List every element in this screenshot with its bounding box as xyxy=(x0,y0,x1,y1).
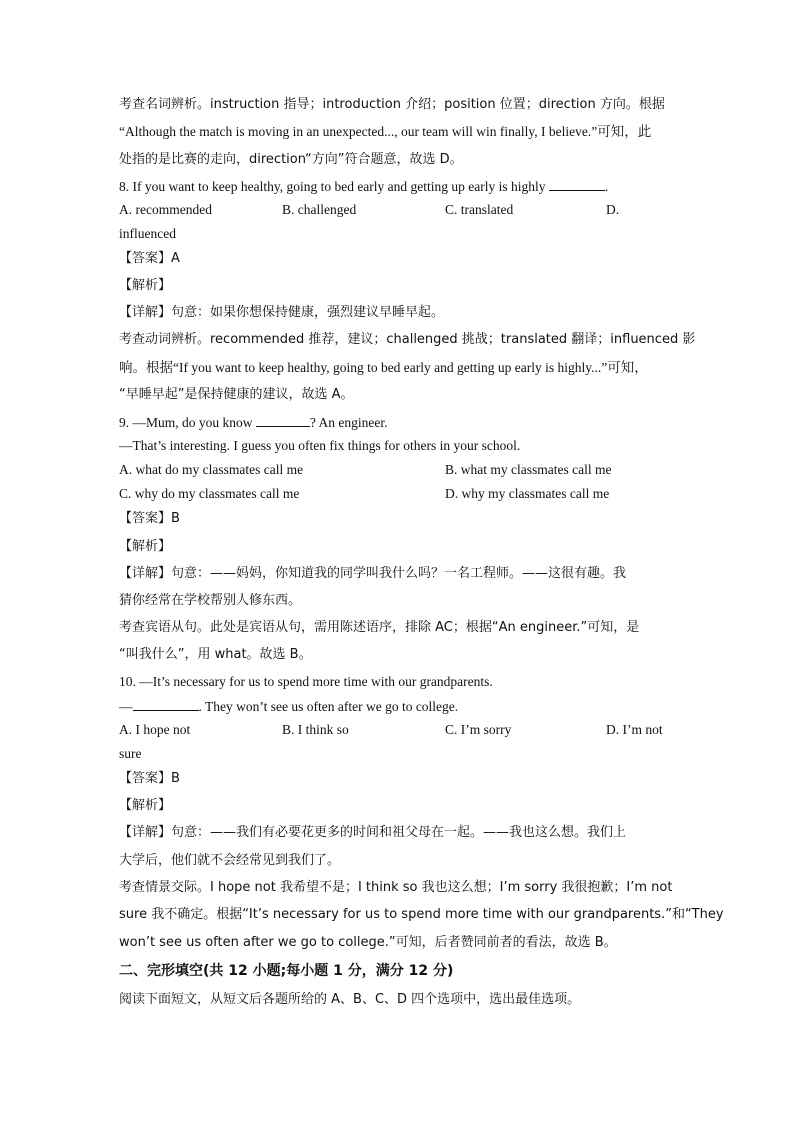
explanation-line: “叫我什么”，用 what。故选 B。 xyxy=(119,647,312,662)
option-a: A. I hope not xyxy=(119,722,191,737)
question-9-stem xyxy=(119,412,388,433)
option-b: B. I think so xyxy=(282,722,349,737)
question-8-stem xyxy=(119,176,608,197)
answer-blank xyxy=(549,176,605,191)
detail-line: 【详解】句意：——妈妈，你知道我的同学叫我什么吗？一名工程师。——这很有趣。我 xyxy=(119,566,627,581)
answer-blank xyxy=(256,412,310,427)
question-10-dialogue xyxy=(119,696,458,717)
detail-line: 大学后，他们就不会经常见到我们了。 xyxy=(119,853,341,868)
dash: — xyxy=(119,699,133,714)
option-d-text: influenced xyxy=(119,226,176,241)
section-heading: 二、完形填空(共 12 小题;每小题 1 分，满分 12 分) xyxy=(119,963,454,979)
option-d-text: sure xyxy=(119,746,142,761)
question-text-end: ? An engineer. xyxy=(309,415,388,430)
explanation-line: 考查情景交际。I hope not 我希望不是；I think so 我也这么想；I’m sorry 我很抱歉；I’m not xyxy=(119,880,673,895)
option-d: D. I’m not xyxy=(606,722,663,737)
option-a: A. what do my classmates call me xyxy=(119,462,304,477)
explanation-line: 处指的是比赛的走向，direction“方向”符合题意，故选 D。 xyxy=(119,152,463,167)
explanation-line: 考查名词辨析。instruction 指导；introduction 介绍；position 位置；direction 方向。根据 xyxy=(119,97,665,112)
detail-line: 【详解】句意：如果你想保持健康，强烈建议早睡早起。 xyxy=(119,305,445,320)
question-9-dialogue: —That’s interesting. I guess you often fix things for others in your school. xyxy=(119,438,521,453)
section-instruction: 阅读下面短文，从短文后各题所给的 A、B、C、D 四个选项中，选出最佳选项。 xyxy=(119,992,581,1007)
question-10-stem: 10. —It’s necessary for us to spend more time with our grandparents. xyxy=(119,674,493,689)
option-d: D. why my classmates call me xyxy=(445,486,610,501)
question-text-end: . They won’t see us often after we go to college. xyxy=(198,699,459,714)
answer-label: 【答案】B xyxy=(119,511,180,526)
explanation-line: 考查宾语从句。此处是宾语从句，需用陈述语序，排除 AC；根据“An engineer.”可知，是 xyxy=(119,620,640,635)
detail-line: 猜你经常在学校帮别人修东西。 xyxy=(119,593,302,608)
answer-blank xyxy=(133,696,199,711)
option-c: C. why do my classmates call me xyxy=(119,486,300,501)
answer-label: 【答案】A xyxy=(119,251,180,266)
analysis-label: 【解析】 xyxy=(119,278,172,293)
explanation-line: “Although the match is moving in an unexpected..., our team will win finally, I believe.”可知，此 xyxy=(119,124,652,139)
analysis-label: 【解析】 xyxy=(119,798,172,813)
option-d: D. xyxy=(606,202,620,217)
question-text: 8. If you want to keep healthy, going to bed early and getting up early is highly xyxy=(119,179,549,194)
answer-label: 【答案】B xyxy=(119,771,180,786)
option-b: B. challenged xyxy=(282,202,357,217)
explanation-line: 考查动词辨析。recommended 推荐，建议；challenged 挑战；translated 翻译；influenced 影 xyxy=(119,332,696,347)
explanation-line: 响。根据“If you want to keep healthy, going to bed early and getting up early is highly...”可知， xyxy=(119,360,648,375)
analysis-label: 【解析】 xyxy=(119,539,172,554)
option-b: B. what my classmates call me xyxy=(445,462,612,477)
question-text-end: . xyxy=(604,179,609,194)
option-c: C. I’m sorry xyxy=(445,722,512,737)
detail-line: 【详解】句意：——我们有必要花更多的时间和祖父母在一起。——我也这么想。我们上 xyxy=(119,825,627,840)
explanation-line: “早睡早起”是保持健康的建议，故选 A。 xyxy=(119,387,354,402)
option-a: A. recommended xyxy=(119,202,212,217)
question-text: 9. —Mum, do you know xyxy=(119,415,256,430)
option-c: C. translated xyxy=(445,202,514,217)
explanation-line: sure 我不确定。根据“It’s necessary for us to spend more time with our grandparents.”和“They xyxy=(119,907,724,922)
explanation-line: won’t see us often after we go to college.”可知，后者赞同前者的看法，故选 B。 xyxy=(119,935,617,950)
